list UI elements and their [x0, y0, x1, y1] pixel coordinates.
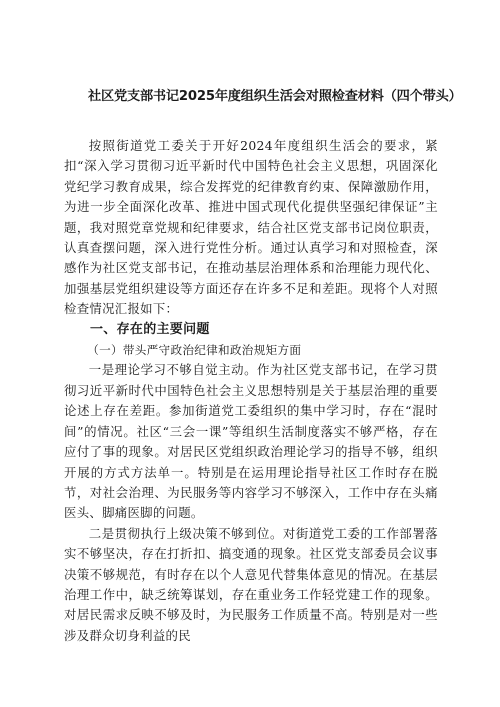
body-paragraph-1: 一是理论学习不够自觉主动。作为社区党支部书记，在学习贯彻习近平新时代中国特色社会主义思想特别是关于基层治理的重要论述上存在差距。参加街道党工委组织的集中学习时，存在“混时间”的情况。社区“三会一课”等组织生活制度落实不够严格，存在应付了事的现象。对居民区党组织政治理论学习的指导不够，组织开展的方式方法单一。特别是在运用理论指导社区工作时存在脱节，对社会治理、为民服务等内容学习不够深入，工作中存在头痛医头、脚痛医脚的问题。 [64, 362, 438, 521]
document-body [64, 136, 438, 646]
document-title: 社区党支部书记2025年度组织生活会对照检查材料（四个带头） [88, 89, 462, 104]
intro-paragraph: 按照街道党工委关于开好2024年度组织生活会的要求，紧扣“深入学习贯彻习近平新时代中国特色社会主义思想，巩固深化党纪学习教育成果，综合发挥党的纪律教育约束、保障激励作用，为进一步全面深化改革、推进中国式现代化提供坚强纪律保证”主题，我对照党章党规和纪律要求，结合社区党支部书记岗位职责，认真查摆问题，深入进行党性分析。通过认真学习和对照检查，深感作为社区党支部书记，在推动基层治理体系和治理能力现代化、加强基层党组织建设等方面还存在许多不足和差距。现将个人对照检查情况汇报如下： [64, 138, 438, 317]
section-heading-1: 一、存在的主要问题 [90, 321, 210, 337]
body-paragraph-2: 二是贯彻执行上级决策不够到位。对街道党工委的工作部署落实不够坚决，存在打折扣、搞变通的现象。社区党支部委员会议事决策不够规范，有时存在以个人意见代替集体意见的情况。在基层治理工作中，缺乏统筹谋划，存在重业务工作轻党建工作的现象。对居民需求反映不够及时，为民服务工作质量不高。特别是对一些涉及群众切身利益的民 [64, 525, 438, 643]
subsection-heading-1: （一）带头严守政治纪律和政治规矩方面 [87, 343, 302, 358]
